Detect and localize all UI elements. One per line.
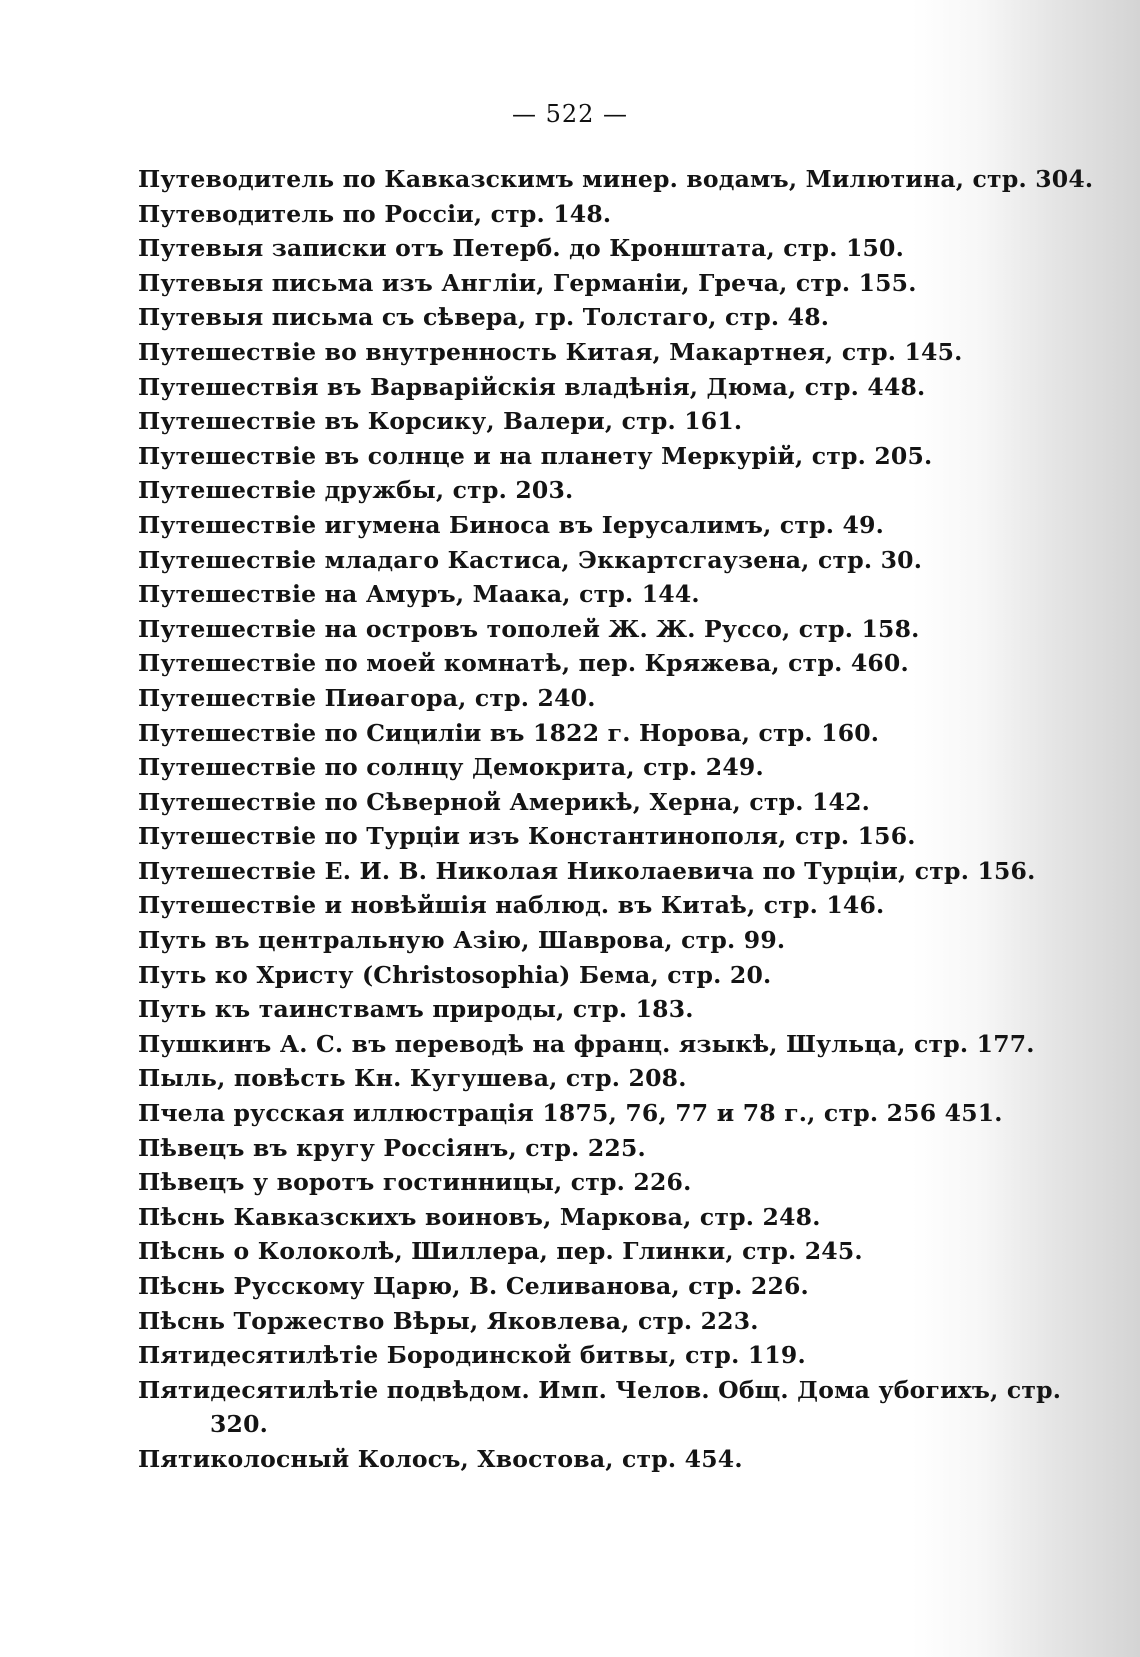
index-entry: Пѣснь Кавказскихъ воиновъ, Маркова, стр. 248.: [138, 1202, 821, 1231]
index-entry: Пятиколосный Колосъ, Хвостова, стр. 454.: [138, 1444, 743, 1473]
index-entry: Пѣснь Русскому Царю, В. Селиванова, стр. 226.: [138, 1272, 809, 1300]
index-entry: Путешествіе по солнцу Демокрита, стр. 249.: [138, 753, 764, 782]
index-entry: Путевыя письма съ сѣвера, гр. Толстаго, стр. 48.: [138, 303, 830, 332]
index-entry: Путевыя записки отъ Петерб. до Кронштата, стр. 150.: [138, 234, 904, 263]
index-entry: Путеводитель по Россіи, стр. 148.: [138, 199, 612, 228]
index-entry: Пыль, повѣсть Кн. Кугушева, стр. 208.: [138, 1064, 687, 1093]
index-entry: Путешествіе игумена Биноса въ Іерусалимъ, стр. 49.: [138, 510, 885, 539]
index-entry: Пятидесятилѣтіе Бородинской битвы, стр. 119.: [138, 1341, 806, 1370]
index-entry: Путешествіе въ Корсику, Валери, стр. 161.: [138, 407, 743, 436]
index-entry: Пѣвецъ у воротъ гостинницы, стр. 226.: [138, 1168, 692, 1197]
index-entry: Путешествіе во внутренность Китая, Макартнея, стр. 145.: [138, 337, 963, 366]
index-entry: Пѣвецъ въ кругу Россіянъ, стр. 225.: [138, 1133, 646, 1162]
index-entry: Путешествіе Пиѳагора, стр. 240.: [138, 683, 596, 712]
index-entry: Путешествіе и новѣйшія наблюд. въ Китаѣ, стр. 146.: [138, 891, 885, 920]
index-entry: Путешествіе по моей комнатѣ, пер. Кряжева, стр. 460.: [138, 649, 909, 678]
index-entry: Пчела русская иллюстрація 1875, 76, 77 и 78 г., стр. 256 451.: [138, 1099, 1003, 1128]
index-entry: Путешествіе по Сициліи въ 1822 г. Норова, стр. 160.: [138, 718, 880, 747]
index-entry: Путешествіе по Турціи изъ Константинополя, стр. 156.: [138, 822, 916, 851]
index-entry: Путешествіе въ солнце и на планету Меркурій, стр. 205.: [138, 441, 933, 470]
index-entry: Путешествіе дружбы, стр. 203.: [138, 476, 574, 505]
index-entry: Путешествіе на островъ тополей Ж. Ж. Руссо, стр. 158.: [138, 614, 920, 643]
index-entry: Путь ко Христу (Christosophia) Бема, стр. 20.: [138, 960, 772, 989]
index-entry: Путевыя письма изъ Англіи, Германіи, Греча, стр. 155.: [138, 268, 917, 297]
index-entry: Путешествія въ Варварійскія владѣнія, Дюма, стр. 448.: [138, 372, 926, 401]
index-entry: Пѣснь Торжество Вѣры, Яковлева, стр. 223.: [138, 1306, 759, 1335]
index-entry: Путь къ таинствамъ природы, стр. 183.: [138, 995, 694, 1024]
index-entry: Пятидесятилѣтіе подвѣдом. Имп. Челов. Общ. Дома убогихъ, стр. 320.: [138, 1375, 1062, 1439]
index-entry: Путешествіе на Амуръ, Маака, стр. 144.: [138, 580, 700, 609]
index-entry: Путешествіе по Сѣверной Америкѣ, Херна, стр. 142.: [138, 787, 871, 816]
index-entry: Пушкинъ А. С. въ переводѣ на франц. языкѣ, Шульца, стр. 177.: [138, 1029, 1035, 1058]
page-number: — 522 —: [511, 100, 629, 128]
index-entry: Пѣснь о Колоколѣ, Шиллера, пер. Глинки, стр. 245.: [138, 1237, 863, 1266]
index-entry: Путешествіе Е. И. В. Николая Николаевича по Турціи, стр. 156.: [138, 856, 1036, 885]
index-entry: Путеводитель по Кавказскимъ минер. водамъ, Милютина, стр. 304.: [138, 165, 1094, 193]
index-entry: Путь въ центральную Азію, Шаврова, стр. 99.: [138, 926, 786, 955]
index-entry-list: [138, 162, 1094, 1477]
index-entry: Путешествіе младаго Кастиса, Эккартсгаузена, стр. 30.: [138, 545, 923, 574]
